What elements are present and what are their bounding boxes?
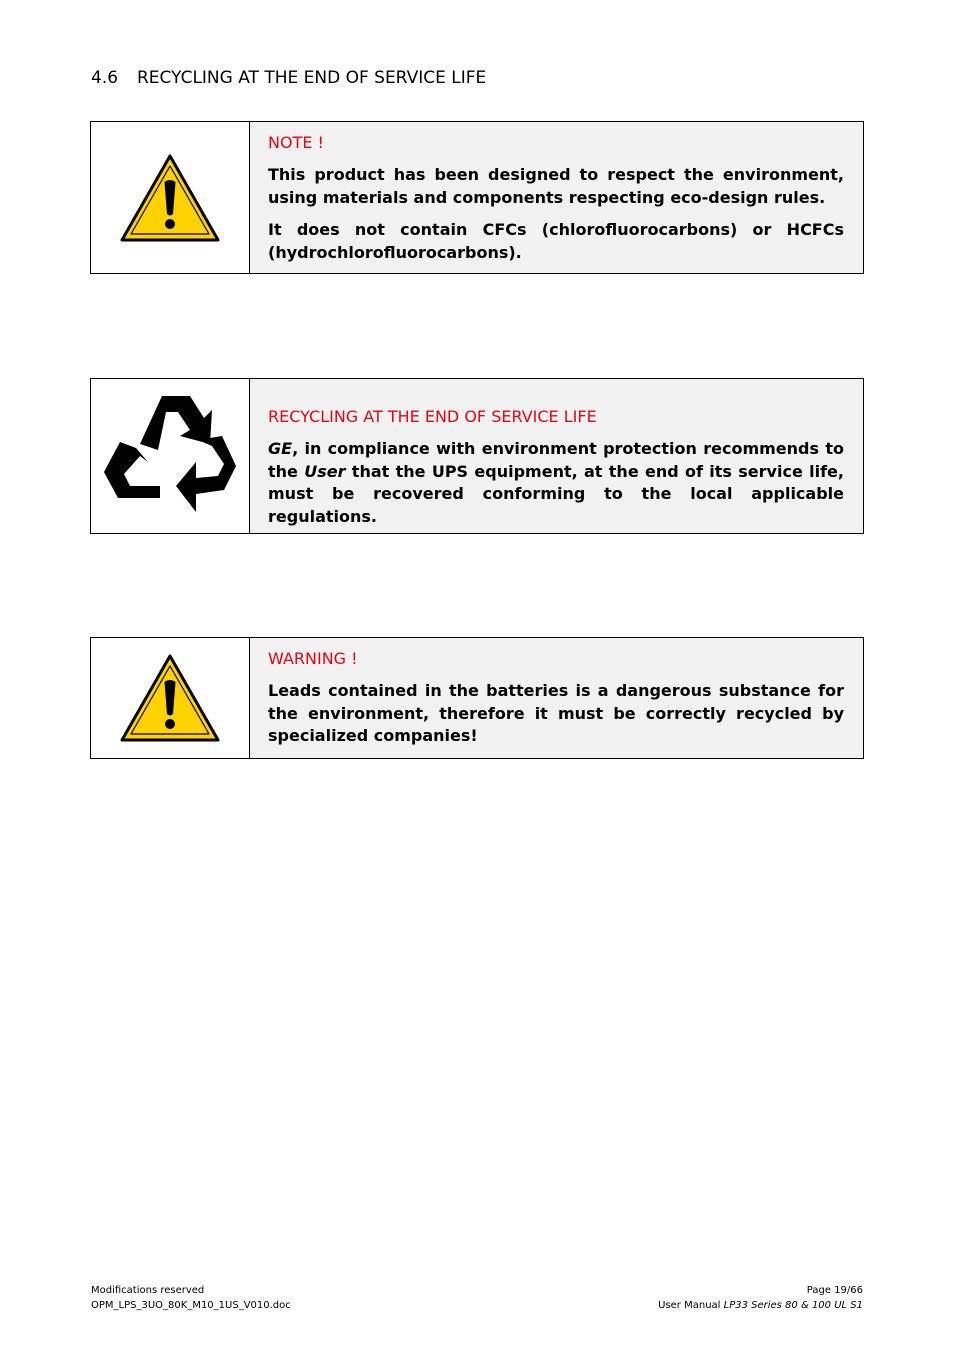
footer-document-name: OPM_LPS_3UO_80K_M10_1US_V010.doc bbox=[91, 1300, 291, 1311]
recycling-icon-cell bbox=[91, 379, 250, 533]
recycling-text-part-1: , in compliance with environment protection recommends to the bbox=[268, 439, 844, 481]
note-paragraph-2: It does not contain CFCs (chlorofluorocarbons) or HCFCs (hydrochlorofluorocarbons). bbox=[268, 220, 844, 262]
footer-modifications: Modifications reserved bbox=[91, 1285, 205, 1296]
warning-icon-cell bbox=[91, 638, 250, 758]
section-number: 4.6 bbox=[91, 68, 119, 88]
recycling-text-cell bbox=[250, 379, 863, 533]
warning-paragraph: Leads contained in the batteries is a dangerous substance for the environment, therefore it must be correctly recycled by specialized companies! bbox=[268, 681, 844, 745]
note-paragraph-1: This product has been designed to respect the environment, using materials and components respecting eco-design rules. bbox=[268, 165, 844, 207]
recycle-icon bbox=[100, 386, 240, 526]
recycling-company: GE bbox=[268, 439, 293, 458]
warning-triangle-icon bbox=[118, 652, 222, 744]
note-title: NOTE ! bbox=[268, 133, 324, 152]
footer-manual-title: LP33 Series 80 & 100 UL S1 bbox=[723, 1300, 863, 1311]
footer-left bbox=[91, 1283, 291, 1313]
warning-box bbox=[90, 637, 864, 759]
recycling-paragraph bbox=[268, 438, 844, 528]
note-box bbox=[90, 121, 864, 274]
warning-triangle-icon bbox=[118, 152, 222, 244]
recycling-text-part-2: that the UPS equipment, at the end of its service life, must be recovered conforming to the local applicable regulations. bbox=[268, 461, 844, 526]
warning-title: WARNING ! bbox=[268, 649, 358, 668]
section-title: RECYCLING AT THE END OF SERVICE LIFE bbox=[137, 68, 487, 88]
recycling-title: RECYCLING AT THE END OF SERVICE LIFE bbox=[268, 407, 597, 426]
footer-manual bbox=[658, 1298, 863, 1313]
recycling-box bbox=[90, 378, 864, 534]
recycling-user: User bbox=[304, 461, 346, 481]
footer-page-number: Page 19/66 bbox=[806, 1285, 863, 1296]
footer-manual-prefix: User Manual bbox=[658, 1300, 724, 1311]
warning-text-cell bbox=[250, 638, 863, 758]
note-text-cell bbox=[250, 122, 863, 273]
note-icon-cell bbox=[91, 122, 250, 273]
section-heading bbox=[91, 68, 486, 88]
footer-right bbox=[658, 1283, 863, 1313]
